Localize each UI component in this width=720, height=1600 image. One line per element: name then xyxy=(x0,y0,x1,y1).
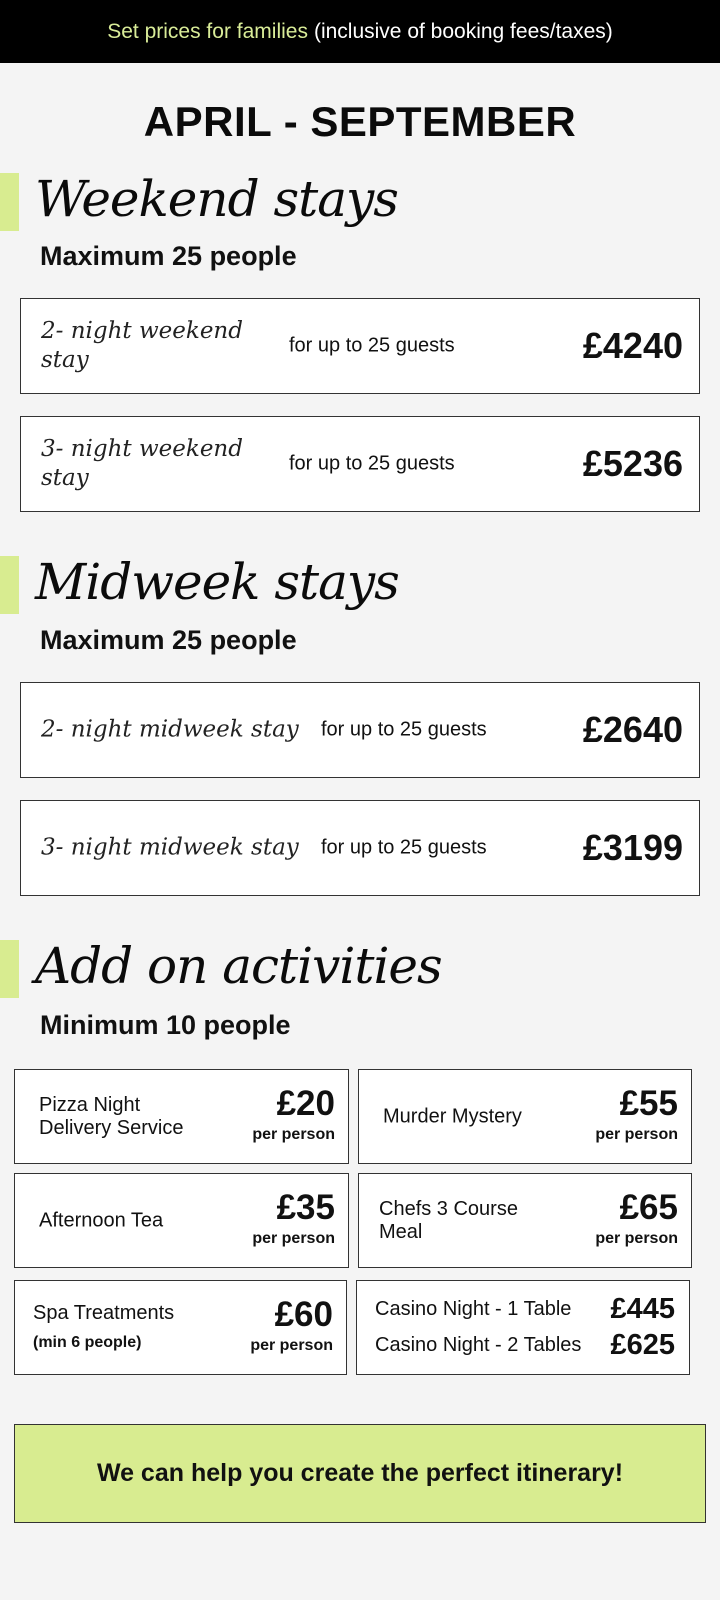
casino-row xyxy=(375,1293,675,1326)
addon-name-block xyxy=(33,1302,174,1354)
stay-card-weekend-2-night xyxy=(20,298,700,394)
banner-note: (inclusive of booking fees/taxes) xyxy=(313,19,613,43)
stay-price: £5236 xyxy=(582,443,683,484)
banner-highlight: Set prices for families xyxy=(107,19,308,43)
stay-guests: for up to 25 guests xyxy=(321,718,487,741)
addon-name: Chefs 3 Course Meal xyxy=(379,1197,518,1243)
addon-price-block xyxy=(595,1084,678,1146)
addon-card-pizza xyxy=(14,1069,349,1164)
addon-name: Afternoon Tea xyxy=(39,1209,164,1231)
pricing-banner xyxy=(0,0,720,63)
addon-price: £55 xyxy=(619,1084,678,1123)
section-accent-bar xyxy=(0,556,19,614)
casino-label: Casino Night - 2 Tables xyxy=(375,1334,582,1356)
section-accent-bar xyxy=(0,173,19,231)
casino-price: £445 xyxy=(610,1293,675,1325)
stay-guests: for up to 25 guests xyxy=(289,452,455,475)
addons-heading: Add on activities xyxy=(35,937,442,995)
addon-name: Pizza Night Delivery Service xyxy=(39,1093,184,1139)
weekend-heading: Weekend stays xyxy=(35,170,398,228)
stay-name: 2- night weekend stay xyxy=(41,318,243,373)
midweek-heading: Midweek stays xyxy=(35,553,399,611)
addon-price: £20 xyxy=(276,1084,335,1123)
stay-price: £2640 xyxy=(582,709,683,750)
stay-guests: for up to 25 guests xyxy=(289,334,455,357)
addon-price: £65 xyxy=(619,1188,678,1227)
addon-card-murder-mystery xyxy=(358,1069,692,1164)
itinerary-cta-button[interactable]: We can help you create the perfect itinerary! xyxy=(14,1424,706,1523)
section-accent-bar xyxy=(0,940,19,998)
midweek-capacity: Maximum 25 people xyxy=(40,625,297,655)
addon-card-casino xyxy=(356,1280,690,1375)
addon-price-block xyxy=(250,1295,333,1357)
stay-card-midweek-3-night xyxy=(20,800,700,896)
casino-row xyxy=(375,1329,675,1362)
addon-price-block xyxy=(252,1188,335,1250)
addon-name: Spa Treatments xyxy=(33,1301,175,1324)
stay-price: £3199 xyxy=(582,827,683,868)
addon-unit: per person xyxy=(595,1126,678,1143)
casino-label: Casino Night - 1 Table xyxy=(375,1298,572,1320)
addon-card-afternoon-tea xyxy=(14,1173,349,1268)
addon-price: £60 xyxy=(274,1295,333,1334)
addon-name: Murder Mystery xyxy=(383,1105,522,1127)
addon-unit: per person xyxy=(252,1126,335,1143)
stay-guests: for up to 25 guests xyxy=(321,836,487,859)
addon-card-spa xyxy=(14,1280,347,1375)
addon-card-chefs-meal xyxy=(358,1173,692,1268)
addon-price-block xyxy=(595,1188,678,1250)
addons-minimum: Minimum 10 people xyxy=(40,1010,291,1040)
stay-price: £4240 xyxy=(582,325,683,366)
stay-card-weekend-3-night xyxy=(20,416,700,512)
addon-price-block xyxy=(252,1084,335,1146)
stay-name: 3- night midweek stay xyxy=(41,834,299,861)
addon-price: £35 xyxy=(276,1188,335,1227)
weekend-capacity: Maximum 25 people xyxy=(40,241,297,271)
stay-name: 2- night midweek stay xyxy=(41,716,299,743)
stay-name: 3- night weekend stay xyxy=(41,436,243,491)
addon-unit: per person xyxy=(250,1337,333,1354)
season-title: APRIL - SEPTEMBER xyxy=(143,98,577,145)
addon-note: (min 6 people) xyxy=(33,1333,142,1351)
addon-unit: per person xyxy=(252,1230,335,1247)
stay-card-midweek-2-night xyxy=(20,682,700,778)
casino-price: £625 xyxy=(610,1329,675,1361)
addon-unit: per person xyxy=(595,1230,678,1247)
